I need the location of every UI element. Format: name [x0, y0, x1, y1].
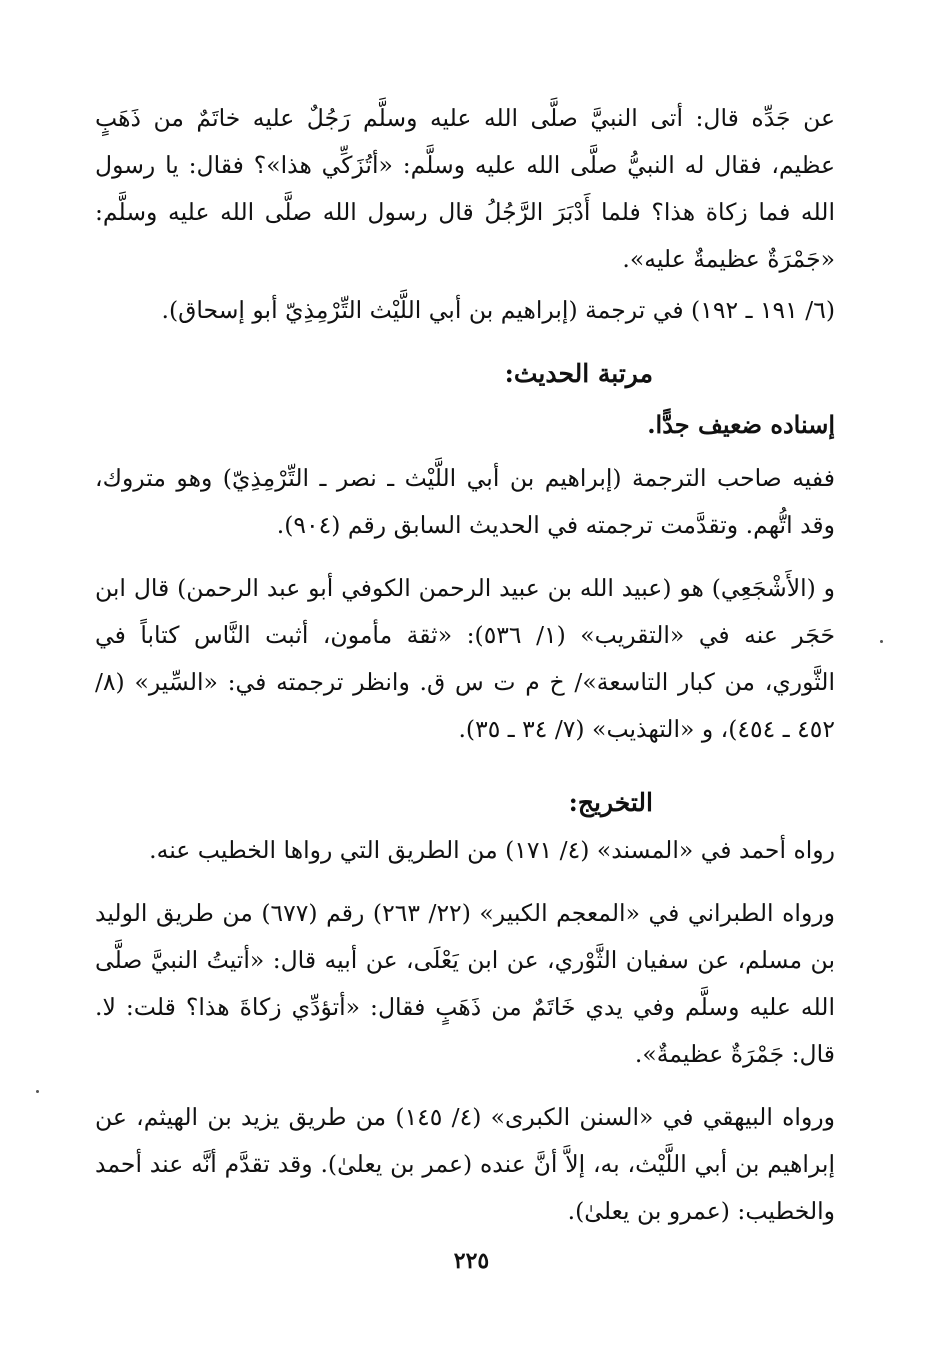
- narrator-note: و (الأَشْجَعِي) هو (عبيد الله بن عبيد الرحمن الكوفي أبو عبد الرحمن) قال ابن حَجَر عنه في «التقريب» (١/ ٥٣٦): «ثقة مأمون، أثبت النَّاس كتاباً في الثَّوري، من كبار التاسعة»/ خ م ت س ق. وانظر ترجمته في: «السِّير» (٨/ ٤٥٢ ـ ٤٥٤)، و «التهذيب» (٧/ ٣٤ ـ ٣٥).: [95, 574, 836, 743]
- hadith-text: عن جَدِّه قال: أتى النبيَّ صلَّى الله عليه وسلَّم رَجُلٌ عليه خاتَمٌ من ذَهَبٍ عظيم، فقال له النبيُّ صلَّى الله عليه وسلَّم: «أتُزَكِّي هذا»؟ فقال: يا رسول الله فما زكاة هذا؟ فلما أَدْبَرَ الرَّجُلُ قال رسول الله صلَّى الله عليه وسلَّم: «جَمْرَةٌ عظيمةٌ عليه».: [95, 104, 835, 273]
- takhrij-bayhaqi: ورواه البيهقي في «السنن الكبرى» (٤/ ١٤٥) من طريق يزيد بن الهيثم، عن إبراهيم بن أبي اللَّيْث، به، إلاَّ أنَّ عنده (عمر بن يعلىٰ). وقد تقدَّم أنَّه عند أحمد والخطيب: (عمرو بن يعلىٰ).: [95, 1103, 835, 1225]
- grade-text: إسناده ضعيف جدًّا.: [647, 410, 835, 439]
- grade-heading: مرتبة الحديث:: [504, 359, 653, 388]
- takhrij-heading: التخريج:: [568, 788, 653, 817]
- takhrij-tabarani: ورواه الطبراني في «المعجم الكبير» (٢٢/ ٢٦٣) رقم (٦٧٧) من طريق الوليد بن مسلم، عن سفيان الثَّوْري، عن ابن يَعْلَى، عن أبيه قال: «أتيتُ النبيَّ صلَّى الله عليه وسلَّم وفي يدي خَاتَمٌ من ذَهَبٍ فقال: «أتؤدِّي زكاةَ هذا؟ قلت: لا. قال: جَمْرَةٌ عظيمةٌ».: [95, 899, 836, 1068]
- page-number: ٢٢٥: [453, 1248, 490, 1274]
- grade-explanation: ففيه صاحب الترجمة (إبراهيم بن أبي اللَّيْث ـ نصر ـ التِّرْمِذِيّ) وهو متروك، وقد اتُّهم. وتقدَّمت ترجمته في الحديث السابق رقم (٩٠٤).: [95, 464, 835, 539]
- takhrij-ahmad: رواه أحمد في «المسند» (٤/ ١٧١) من الطريق التي رواها الخطيب عنه.: [149, 836, 835, 864]
- scan-speck: [880, 640, 883, 643]
- scan-speck: [36, 1090, 39, 1093]
- source-reference: (٦/ ١٩١ ـ ١٩٢) في ترجمة (إبراهيم بن أبي اللَّيْث التِّرْمِذِيّ أبو إسحاق).: [161, 296, 835, 324]
